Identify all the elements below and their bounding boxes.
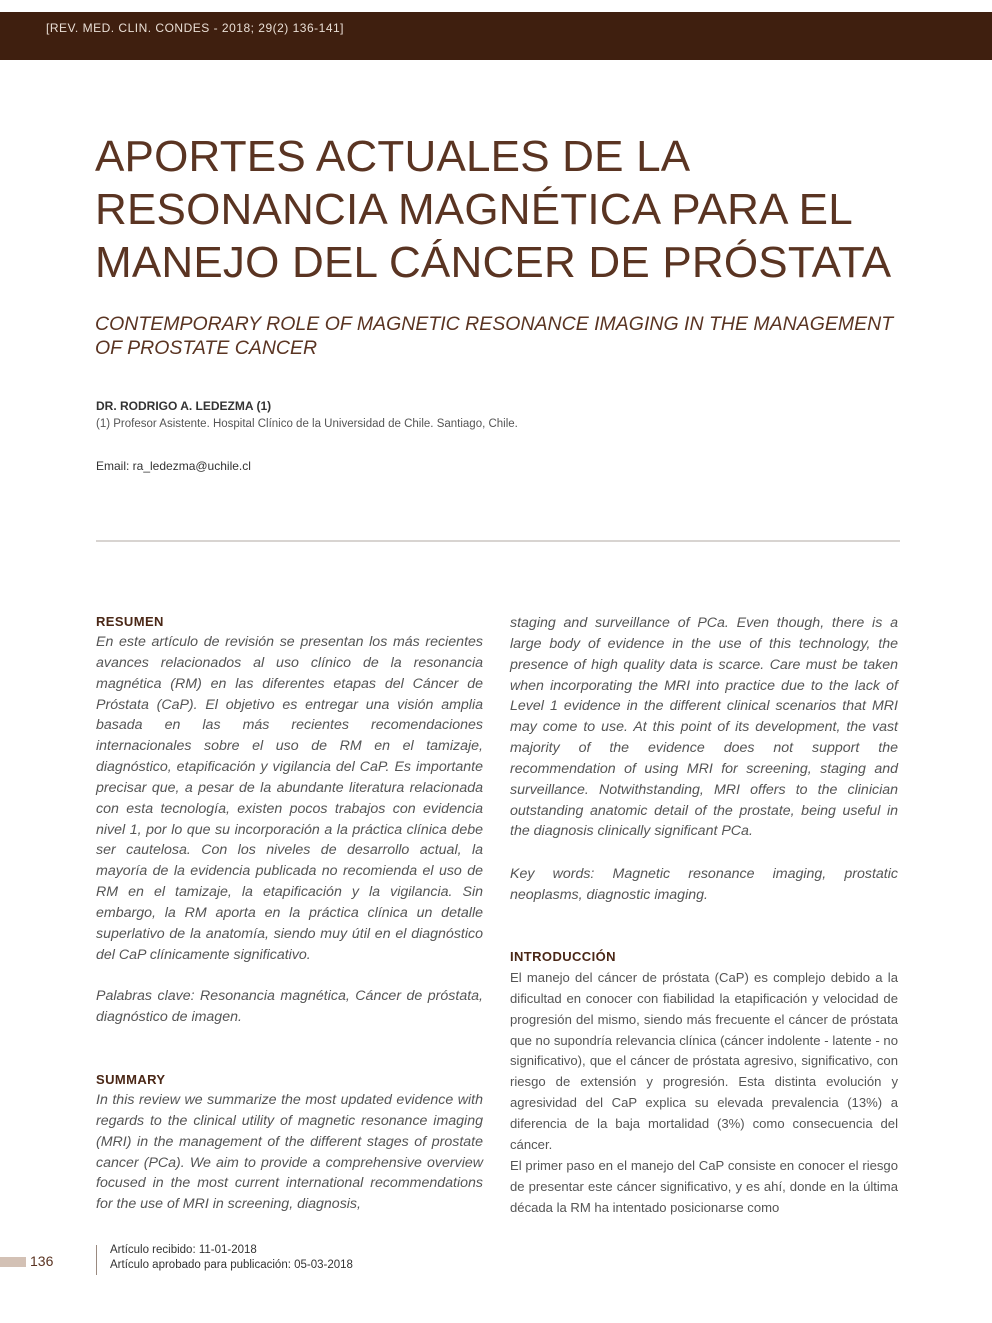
summary-body-right: staging and surveillance of PCa. Even though, there is a large body of evidence in the use of this technology, the presence of high quality data is scarce. Care must be taken when incorporating the MRI into practice due to the lack of Level 1 evidence in the different clinical scenarios that MRI may come to use. At this point of its development, the vast majority of the evidence does not support the recommendation of using MRI for screening, staging and surveillance. Notwithstanding, MRI offers to the clinician outstanding anatomic detail of the prostate, being useful in the diagnosis clinically significant PCa. bbox=[510, 615, 898, 840]
author-affiliation: (1) Profesor Asistente. Hospital Clínico de la Universidad de Chile. Santiago, Chile. bbox=[96, 418, 518, 430]
summary-heading: SUMMARY bbox=[96, 1072, 166, 1087]
section-divider bbox=[96, 540, 900, 542]
author-name: DR. RODRIGO A. LEDEZMA (1) bbox=[96, 399, 272, 413]
page-number-tab bbox=[0, 1257, 26, 1267]
footer-rule bbox=[96, 1245, 97, 1275]
article-subtitle bbox=[95, 312, 915, 360]
page-number: 136 bbox=[30, 1253, 54, 1269]
introduccion-paragraph-2: El primer paso en el manejo del CaP consiste en conocer el riesgo de presentar este cáncer significativo, y es ahí, donde en la última década la RM ha intentado posicionarse como bbox=[510, 1158, 898, 1215]
subtitle-line: CONTEMPORARY ROLE OF MAGNETIC RESONANCE IMAGING IN THE MANAGEMENT bbox=[95, 313, 894, 335]
approved-date: Artículo aprobado para publicación: 05-03-2018 bbox=[110, 1259, 353, 1271]
title-line: RESONANCIA MAGNÉTICA PARA EL bbox=[95, 185, 853, 234]
subtitle-line: OF PROSTATE CANCER bbox=[95, 337, 318, 359]
received-date: Artículo recibido: 11-01-2018 bbox=[110, 1244, 257, 1256]
journal-reference: [REV. MED. CLIN. CONDES - 2018; 29(2) 136-141] bbox=[46, 21, 345, 35]
author-email: Email: ra_ledezma@uchile.cl bbox=[96, 459, 251, 473]
introduccion-heading: INTRODUCCIÓN bbox=[510, 949, 616, 964]
title-line: MANEJO DEL CÁNCER DE PRÓSTATA bbox=[95, 238, 892, 287]
resumen-keywords: Palabras clave: Resonancia magnética, Cáncer de próstata, diagnóstico de imagen. bbox=[96, 988, 483, 1025]
article-title bbox=[95, 130, 915, 289]
resumen-body: En este artículo de revisión se presentan los más recientes avances relacionados al uso clínico de la resonancia magnética (RM) en las diferentes etapas del Cáncer de Próstata (CaP). El objetivo es entregar una visión amplia basada en las más recientes recomendaciones internacionales sobre el uso de RM en el tamizaje, diagnóstico, etapificación y vigilancia del CaP. Es importante precisar que, a pesar de la abundante literatura relacionada con esta tecnología, existen pocos trabajos con evidencia nivel 1, por lo que su incorporación a la práctica clínica debe ser cautelosa. Con los niveles de desarrollo actual, la mayoría de la evidencia publicada no recomienda el uso de RM en el tamizaje, la etapificación y la vigilancia. Sin embargo, la RM aporta en la práctica clínica un detalle superlativo de la anatomía, siendo muy útil en el diagnóstico del CaP clínicamente significativo. bbox=[96, 634, 483, 963]
summary-keywords: Key words: Magnetic resonance imaging, prostatic neoplasms, diagnostic imaging. bbox=[510, 866, 898, 903]
title-line: APORTES ACTUALES DE LA bbox=[95, 132, 691, 181]
resumen-heading: RESUMEN bbox=[96, 614, 164, 629]
journal-header-bar bbox=[0, 12, 992, 60]
summary-body-left: In this review we summarize the most updated evidence with regards to the clinical utility of magnetic resonance imaging (MRI) in the management of the different stages of prostate cancer (PCa). We aim to provide a comprehensive overview focused in the most current international recommendations for the use of MRI in screening, diagnosis, bbox=[96, 1092, 483, 1213]
introduccion-paragraph-1: El manejo del cáncer de próstata (CaP) es complejo debido a la dificultad en conocer con fiabilidad la etapificación y velocidad de progresión del mismo, siendo más frecuente el cáncer de próstata que no supondría relevancia clínica (cáncer indolente - latente - no significativo), que el cáncer de próstata agresivo, significativo, con riesgo de extensión y progresión. Esta distinta evolución y agresividad del CaP explica su elevada prevalencia (13%) a diferencia de la baja mortalidad (3%) como consecuencia del cáncer. bbox=[510, 970, 898, 1152]
